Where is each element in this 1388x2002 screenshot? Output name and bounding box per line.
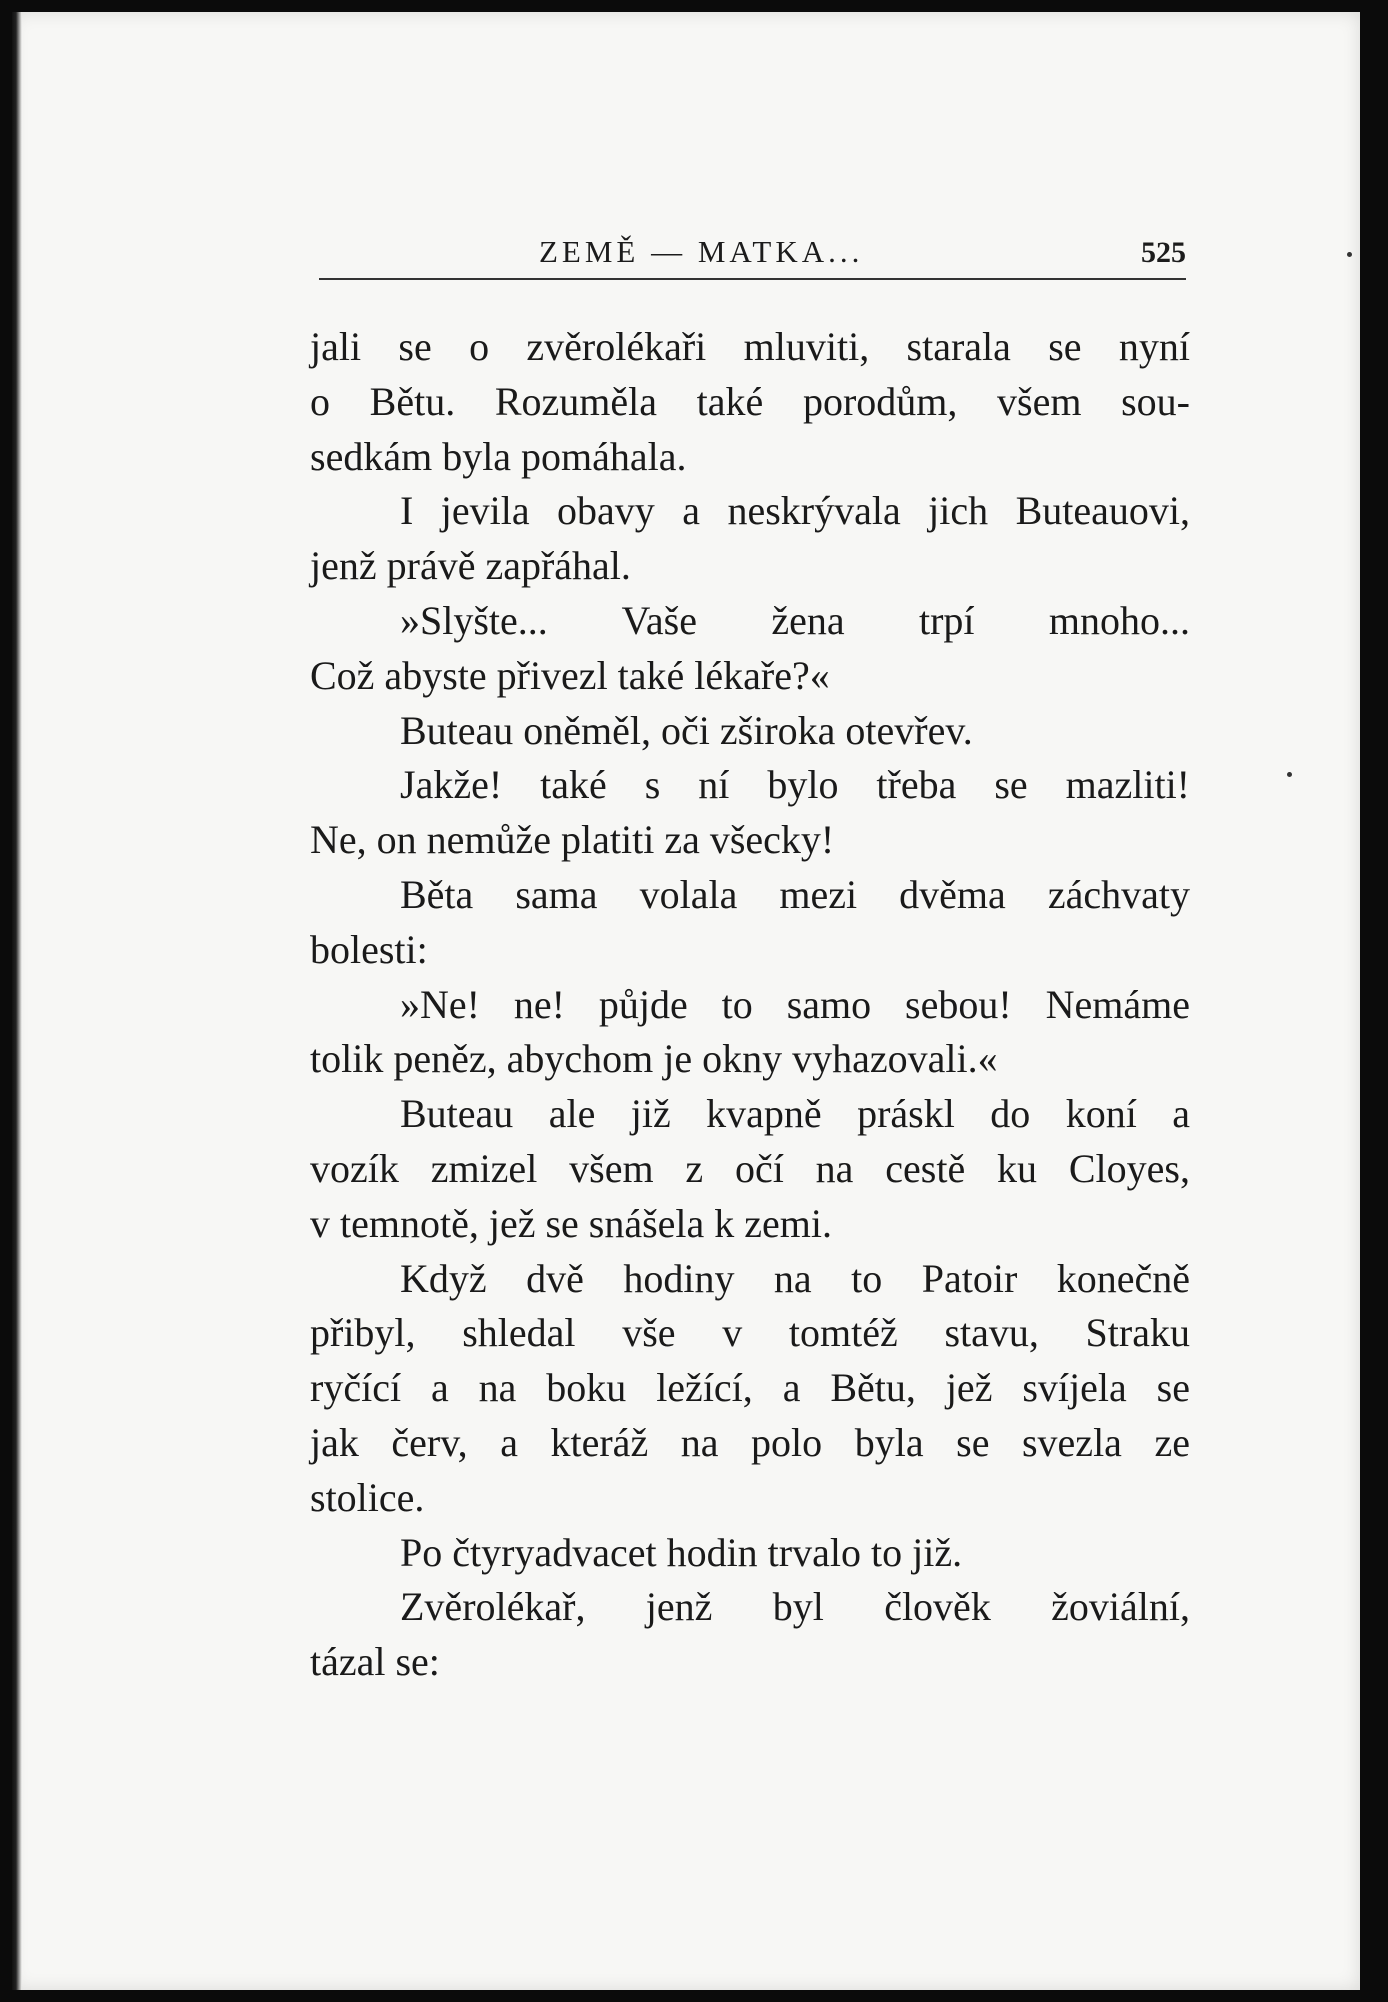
page-number: 525 [1141, 236, 1186, 269]
text-line: jenž právě zapřáhal. [310, 543, 631, 589]
text-line: Ne, on nemůže platiti za všecky! [310, 817, 835, 863]
text-line: ryčící a na boku ležící, a Bětu, jež svíjela se [310, 1365, 1190, 1411]
body-text [310, 320, 1190, 1690]
paper-speck [1287, 772, 1292, 777]
text-line: Když dvě hodiny na to Patoir konečně [400, 1255, 1190, 1301]
book-spine-shadow [12, 12, 22, 1990]
text-line: Po čtyryadvacet hodin trvalo to již. [400, 1529, 963, 1575]
text-line: Buteau ale již kvapně práskl do koní a [400, 1091, 1190, 1137]
paper-speck [1347, 252, 1352, 257]
text-line: Jakže! také s ní bylo třeba se mazliti! [400, 762, 1190, 808]
text-line: bolesti: [310, 926, 428, 972]
text-line: Běta sama volala mezi dvěma záchvaty [400, 871, 1190, 917]
running-head: ZEMĚ — MATKA... [539, 234, 864, 269]
text-line: Zvěrolékař, jenž byl člověk žoviální, [400, 1584, 1190, 1630]
text-line: tolik peněz, abychom je okny vyhazovali.« [310, 1036, 998, 1082]
text-line: stolice. [310, 1474, 425, 1520]
text-line: o Bětu. Rozuměla také porodům, všem sou- [310, 378, 1190, 424]
text-line: jak červ, a kteráž na polo byla se svezla ze [310, 1419, 1190, 1465]
text-line: jali se o zvěrolékaři mluviti, starala se nyní [310, 324, 1190, 369]
text-line: vozík zmizel všem z očí na cestě ku Cloyes, [310, 1145, 1190, 1191]
text-line: Buteau oněměl, oči zširoka otevřev. [400, 707, 973, 753]
text-line: přibyl, shledal vše v tomtéž stavu, Straku [310, 1310, 1190, 1356]
text-line: Což abyste přivezl také lékaře?« [310, 652, 830, 698]
text-line: sedkám byla pomáhala. [310, 433, 687, 479]
text-line: I jevila obavy a neskrývala jich Buteauovi, [400, 488, 1190, 534]
page-header [319, 222, 1186, 280]
book-page [12, 12, 1360, 1990]
text-line: »Ne! ne! půjde to samo sebou! Nemáme [400, 981, 1190, 1027]
text-line: tázal se: [310, 1639, 440, 1685]
text-line: »Slyšte... Vaše žena trpí mnoho... [400, 597, 1190, 643]
text-line: v temnotě, jež se snášela k zemi. [310, 1200, 833, 1246]
